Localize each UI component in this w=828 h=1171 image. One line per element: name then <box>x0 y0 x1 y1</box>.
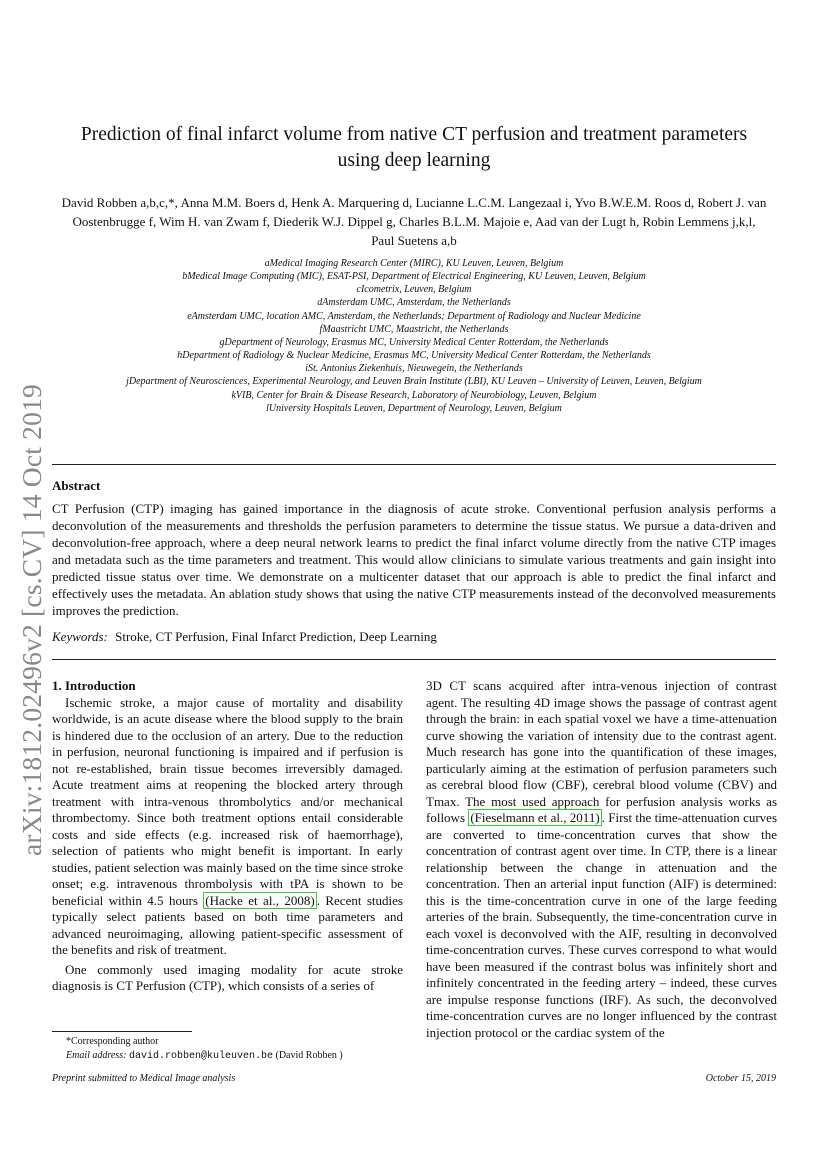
author-line-1: David Robben a,b,c,*, Anna M.M. Boers d, Henk A. Marquering d, Lucianne L.C.M. Langezaal i, Yvo B.W.E.M. Roos d, Robert J. van <box>61 195 767 210</box>
corresponding-author: *Corresponding author <box>66 1036 159 1047</box>
affiliation: kVIB, Center for Brain & Disease Research, Laboratory of Neurobiology, Leuven, Belgium <box>231 389 597 401</box>
email-label: Email address: <box>66 1050 127 1061</box>
paragraph: One commonly used imaging modality for acute stroke diagnosis is CT Perfusion (CTP), which consists of a series of <box>52 961 403 993</box>
affiliation: fMaastricht UMC, Maastricht, the Netherlands <box>319 323 509 335</box>
keywords-label: Keywords: <box>52 629 108 644</box>
affiliation: aMedical Imaging Research Center (MIRC), KU Leuven, Leuven, Belgium <box>264 258 564 269</box>
citation-link[interactable]: (Hacke et al., 2008) <box>205 892 315 908</box>
keywords <box>52 629 437 645</box>
keywords-list: Stroke, CT Perfusion, Final Infarct Prediction, Deep Learning <box>115 629 437 644</box>
paper-title <box>52 122 776 174</box>
email-name: (David Robben ) <box>275 1050 343 1061</box>
affiliation: gDepartment of Neurology, Erasmus MC, University Medical Center Rotterdam, the Netherlands <box>219 336 609 348</box>
affiliation: jDepartment of Neurosciences, Experimental Neurology, and Leuven Brain Institute (LBI), KU Leuven – University of Leuven, Leuven, Belgium <box>126 376 702 388</box>
affiliation: iSt. Antonius Ziekenhuis, Nieuwegein, the Netherlands <box>305 363 523 375</box>
affiliation: hDepartment of Radiology & Nuclear Medicine, Erasmus MC, University Medical Center Rotterdam, the Netherlands <box>177 350 651 362</box>
email-address[interactable]: david.robben@kuleuven.be <box>128 1051 273 1062</box>
affiliation: bMedical Image Computing (MIC), ESAT-PSI, Department of Electrical Engineering, KU Leuven, Leuven, Belgium <box>182 271 646 283</box>
author-line-3: Paul Suetens a,b <box>371 233 457 248</box>
footer-date: October 15, 2019 <box>705 1073 776 1084</box>
affiliation: eAmsterdam UMC, location AMC, Amsterdam, the Netherlands; Department of Radiology and Nuclear Medicine <box>187 310 641 322</box>
left-column <box>52 678 403 995</box>
footnote-rule <box>52 1031 192 1032</box>
abstract-text: CT Perfusion (CTP) imaging has gained importance in the diagnosis of acute stroke. Conventional perfusion analysis performs a deconvolution of the measurements and thresholds the perfusion parameters to determine the tissue status. We pursue a data-driven and deconvolution-free approach, where a deep neural network learns to predict the final infarct volume directly from the native CTP images and metadata such as the time parameters and treatment. This would allow clinicians to simulate various treatments and gain insight into predicted tissue status over time. We demonstrate on a multicenter dataset that our approach is able to predict the final infarct and effectively uses the metadata. An ablation study shows that using the native CTP measurements instead of the deconvolved measurements improves the prediction. <box>52 501 776 618</box>
affiliation: lUniversity Hospitals Leuven, Department of Neurology, Leuven, Belgium <box>266 402 562 414</box>
right-column <box>426 678 777 1041</box>
paragraph: 3D CT scans acquired after intra-venous injection of contrast agent. The resulting 4D image shows the passage of contrast agent through the brain: in each spatial voxel we have a time-attenuation curve showing the variation of intensity due to the contrast agent. Much research has gone into the quantification of these images, particularly aiming at the estimation of perfusion parameters such as cerebral blood flow (CBF), cerebral blood volume (CBV) and Tmax. The most used approach for perfusion analysis works as follows (Fieselmann et al., 2011) . First the time-attenuation curves are converted to time-concentration curves that show the concentration of contrast agent over time. In CTP, there is a linear relationship between the change in attenuation and the concentration. Then an arterial input function (AIF) is determined: this is the time-concentration curve in one of the large feeding arteries of the brain. Subsequently, the time-concentration curve in each voxel is deconvolved with the AIF, resulting in deconvolved time-concentration curves. These curves correspond to what would have been measured if the contrast bolus was infinitely short and infinitely concentrated in the feeding artery – indeed, these curves are impulse response functions (IRF). As such, the deconvolved time-concentration curves are no longer influenced by the contrast injection protocol or the cardiac system of the <box>426 678 778 1040</box>
arxiv-identifier: arXiv:1812.02496v2 [cs.CV] 14 Oct 2019 <box>16 384 47 856</box>
title-line-1: Prediction of final infarct volume from native CT perfusion and treatment parameters <box>80 124 748 145</box>
paragraph: Ischemic stroke, a major cause of mortality and disability worldwide, is an acute disease where the blood supply to the brain is hindered due to the occlusion of an artery. Due to the reduction in perfusion, neuronal functioning is impaired and if perfusion is not re-established, brain tissue becomes irreversibly damaged. Acute treatment aims at reopening the blocked artery through treatment with intra-venous thrombolytics and/or mechanical thrombectomy. Since both treatment options entail considerable costs and side effects (e.g. increased risk of haemorrhage), selection of patients who might benefit is important. In early studies, patient selection was mainly based on the time since stroke onset; e.g. intravenous thrombolysis with tPA is shown to be beneficial within 4.5 hours (Hacke et al., 2008) . Recent studies typically select patients based on both time parameters and advanced neuroimaging, allowing patient-specific assessment of the benefits and risk of treatment. <box>52 694 403 957</box>
section-heading: 1. Introduction <box>52 678 136 693</box>
affiliation-list <box>52 257 776 415</box>
footnote <box>52 1035 343 1064</box>
citation-link[interactable]: (Fieselmann et al., 2011) <box>470 810 600 825</box>
divider-top <box>52 464 776 465</box>
affiliation: cIcometrix, Leuven, Belgium <box>356 284 472 296</box>
author-line-2: Oostenbrugge f, Wim H. van Zwam f, Diederik W.J. Dippel g, Charles B.L.M. Majoie e, Aad van der Lugt h, Robin Lemmens j,k,l, <box>72 214 756 229</box>
title-line-2: using deep learning <box>337 150 491 171</box>
affiliation: dAmsterdam UMC, Amsterdam, the Netherlands <box>317 297 511 309</box>
author-list <box>52 193 776 250</box>
divider-bottom <box>52 659 776 660</box>
footer-journal: Preprint submitted to Medical Image analysis <box>52 1073 236 1084</box>
abstract-heading: Abstract <box>52 478 101 493</box>
